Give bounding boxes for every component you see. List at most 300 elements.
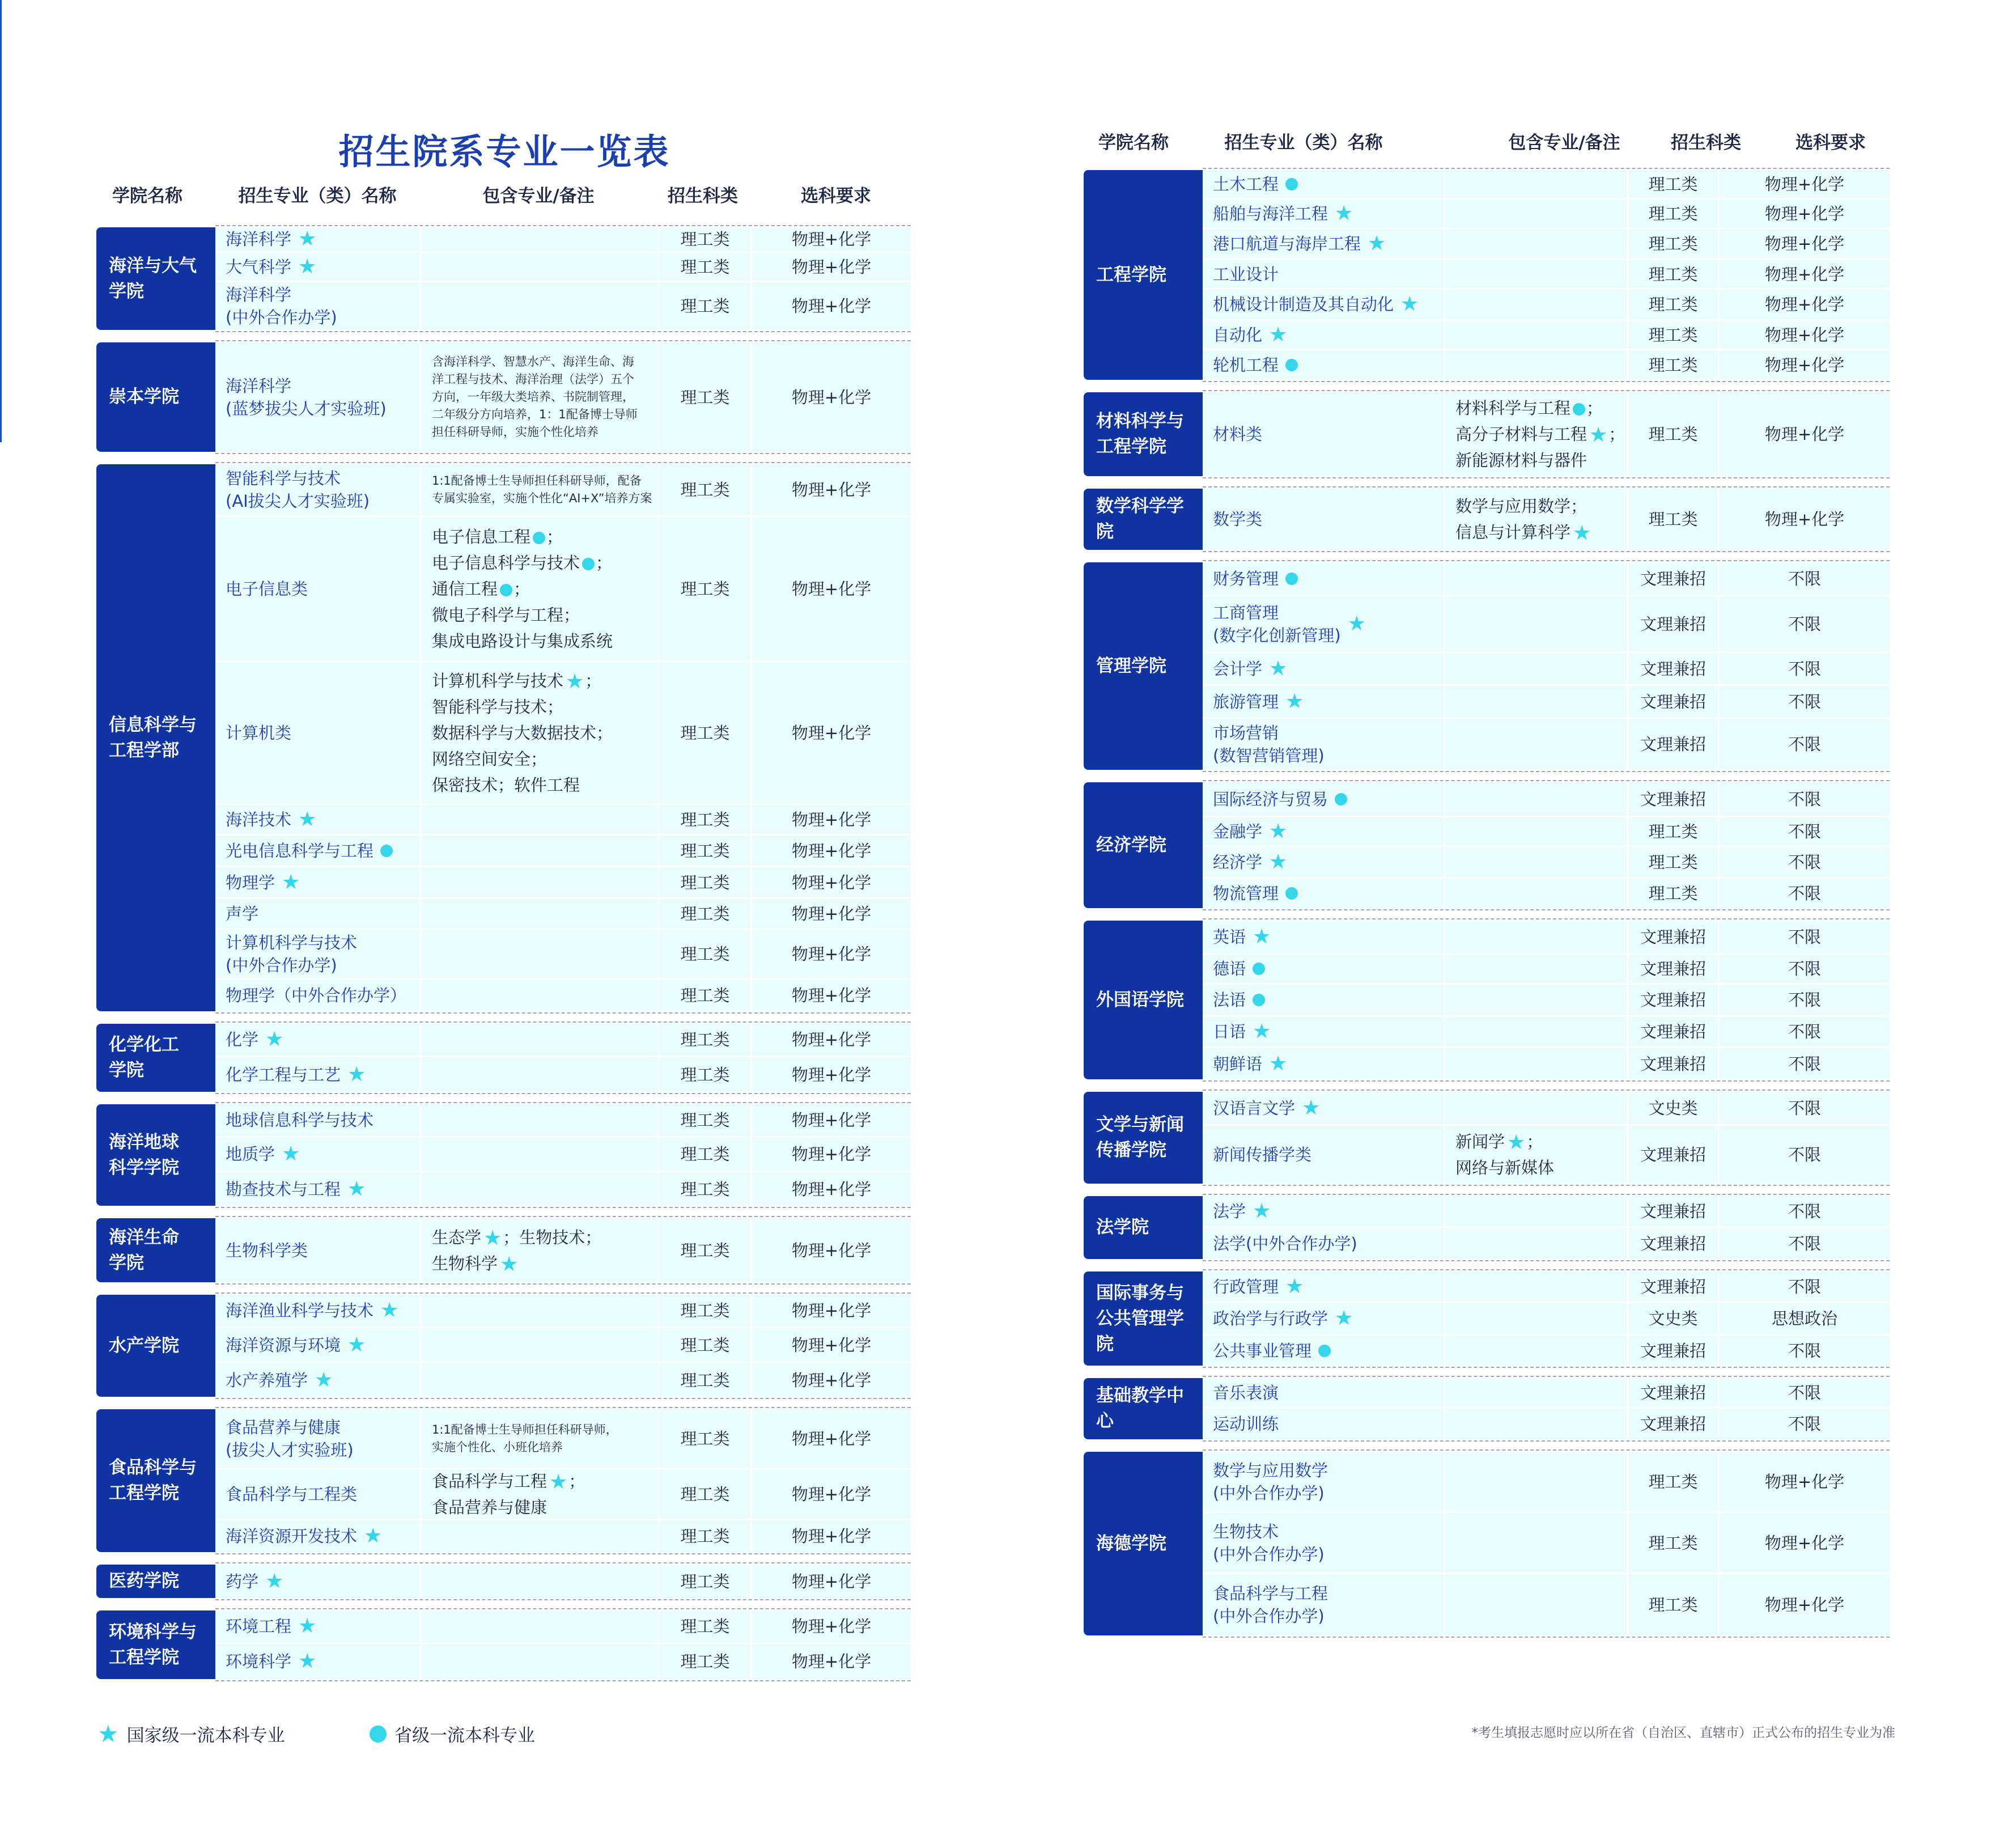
note-line	[1455, 421, 1625, 447]
subject-cell: 理工类	[660, 1520, 752, 1552]
table-row	[1203, 686, 1890, 719]
subject-cell: 理工类	[1628, 847, 1720, 877]
department-name: 工程学院	[1096, 264, 1166, 285]
note-cell	[422, 1610, 660, 1642]
department-group	[1084, 1452, 1890, 1635]
table-row	[1203, 1378, 1890, 1409]
major-name-cell	[1203, 1271, 1445, 1302]
table-row	[215, 1218, 911, 1282]
table-row	[1203, 392, 1890, 476]
table-row	[1203, 1513, 1890, 1574]
note-punct: ；	[1526, 1132, 1543, 1151]
major-name-cell	[1203, 782, 1445, 816]
note-cell	[1445, 170, 1628, 198]
department-name: 经济学院	[1096, 834, 1166, 855]
table-row	[215, 1409, 911, 1469]
requirement-cell: 物理+化学	[1764, 264, 1845, 284]
requirement-cell: 不限	[1788, 1022, 1821, 1041]
department-label	[96, 1409, 215, 1552]
note-cell	[1445, 562, 1628, 595]
dot-icon	[533, 532, 545, 544]
major-name-cell	[1203, 489, 1445, 550]
major-name: 政治学与行政学	[1213, 1309, 1328, 1328]
department-name: 管理学院	[1096, 655, 1166, 676]
major-name: 物理学	[226, 872, 275, 892]
department-name: 海洋生命 学院	[109, 1227, 179, 1273]
major-rows	[1203, 392, 1890, 476]
note-cell	[1445, 1336, 1628, 1366]
note-cell	[1445, 290, 1628, 319]
note-text: 网络空间安全；	[432, 749, 547, 769]
major-name-cell	[215, 1520, 422, 1552]
dot-icon	[1253, 994, 1265, 1006]
table-row	[215, 517, 911, 662]
note-lines	[1455, 493, 1592, 545]
note-cell	[1445, 1092, 1628, 1124]
major-rows	[1203, 1378, 1890, 1439]
table-row	[1203, 350, 1890, 380]
department-label	[1084, 170, 1203, 380]
major-name-cell	[1203, 229, 1445, 258]
major-name: 法语	[1213, 990, 1246, 1010]
dot-icon	[1253, 963, 1265, 975]
subject-cell: 文理兼招	[1628, 1017, 1720, 1046]
note-text: 信息与计算科学	[1455, 523, 1571, 542]
note-cell	[422, 1138, 660, 1171]
subject-cell: 理工类	[660, 282, 752, 330]
note-punct: ；	[546, 527, 563, 546]
major-name-cell	[215, 227, 422, 251]
requirement-cell: 物理+化学	[1764, 1472, 1845, 1491]
note-punct: ；	[1608, 425, 1625, 444]
requirement-cell: 物理+化学	[1764, 1595, 1845, 1614]
requirement-cell: 物理+化学	[791, 1240, 872, 1260]
table-row	[215, 980, 911, 1011]
note-punct: ；	[585, 671, 602, 690]
subject-cell: 理工类	[660, 805, 752, 834]
note-punct: ；	[596, 553, 613, 573]
star-icon: ★	[483, 1226, 502, 1250]
major-name-cell	[215, 1024, 422, 1056]
department-label	[1084, 1092, 1203, 1184]
major-name: 机械设计制造及其自动化	[1213, 295, 1394, 314]
star-icon: ★	[1269, 850, 1288, 874]
major-name: 食品营养与健康 (拔尖人才实验班)	[226, 1417, 354, 1460]
legend-provincial-label: 省级一流本科专业	[394, 1726, 535, 1746]
note-lines	[432, 1224, 601, 1277]
note-line	[432, 1224, 601, 1251]
table-row	[215, 464, 911, 517]
major-name-cell	[215, 1469, 422, 1519]
table-row	[215, 1172, 911, 1206]
major-name-cell	[215, 867, 422, 897]
subject-cell: 文理兼招	[1628, 921, 1720, 953]
requirement-cell: 物理+化学	[1764, 234, 1845, 253]
subject-cell: 文理兼招	[1628, 955, 1720, 983]
star-icon: ★	[347, 1333, 366, 1357]
note-cell	[1445, 260, 1628, 288]
major-name-cell	[1203, 392, 1445, 476]
table-row	[215, 1644, 911, 1679]
requirement-cell: 物理+化学	[791, 387, 872, 407]
star-icon: ★	[298, 807, 317, 831]
requirement-cell: 物理+化学	[791, 1484, 872, 1504]
star-icon: ★	[265, 1569, 284, 1593]
note-cell	[1445, 1452, 1628, 1511]
major-name-cell	[215, 930, 422, 978]
header-major: 招生专业（类）名称	[238, 186, 397, 206]
left-major-table	[96, 227, 911, 1692]
note-cell	[422, 1520, 660, 1552]
major-name: 电子信息类	[226, 579, 308, 599]
star-icon: ★	[265, 1028, 284, 1051]
table-row	[215, 1024, 911, 1057]
table-row	[1203, 1271, 1890, 1303]
major-name-cell	[1203, 955, 1445, 983]
note-text: 计算机科学与技术	[432, 671, 564, 690]
note-cell	[422, 1024, 660, 1056]
subject-cell: 理工类	[1628, 1574, 1720, 1635]
subject-cell: 理工类	[660, 1138, 752, 1171]
note-lines	[432, 1469, 585, 1519]
major-name: 音乐表演	[1213, 1383, 1279, 1402]
major-rows	[215, 1218, 911, 1282]
requirement-cell: 物理+化学	[791, 1429, 872, 1448]
star-icon: ★	[1269, 1052, 1288, 1075]
department-group	[1084, 392, 1890, 476]
major-name-cell	[215, 464, 422, 515]
department-group	[96, 342, 911, 452]
major-name: 国际经济与贸易	[1213, 789, 1328, 809]
subject-cell: 文理兼招	[1628, 562, 1720, 595]
department-label	[1084, 921, 1203, 1079]
star-icon: ★	[1253, 1199, 1271, 1223]
major-rows	[1203, 1092, 1890, 1184]
department-name: 海洋与大气 学院	[109, 255, 197, 302]
major-rows	[215, 1104, 911, 1206]
note-cell	[1445, 1196, 1628, 1226]
note-text: 高分子材料与工程	[1455, 425, 1587, 444]
major-name: 食品科学与工程 (中外合作办学)	[1213, 1584, 1328, 1626]
subject-cell: 文理兼招	[1628, 719, 1720, 770]
subject-cell: 理工类	[1628, 1513, 1720, 1573]
note-line	[1455, 1155, 1554, 1181]
note-text: 电子信息科学与技术	[432, 553, 580, 573]
department-label	[96, 464, 215, 1011]
note-text: 生物科学	[432, 1253, 498, 1273]
major-name-cell	[1203, 1452, 1445, 1511]
subject-cell: 理工类	[1628, 229, 1720, 258]
requirement-cell: 不限	[1788, 614, 1821, 634]
note-text: 含海洋科学、智慧水产、海洋生命、海 洋工程与技术、海洋治理（法学）五个 方向，一年级大类培养、书院制管理， 二年级分方向培养，1：1配备博士导师 担任科研导师，实施个性化培养	[432, 355, 638, 439]
table-row	[1203, 921, 1890, 955]
major-name: 生物科学类	[226, 1240, 308, 1260]
subject-cell: 理工类	[660, 253, 752, 281]
subject-cell: 理工类	[660, 1409, 752, 1468]
requirement-cell: 不限	[1788, 927, 1821, 947]
requirement-cell: 不限	[1788, 1098, 1821, 1118]
major-name-cell	[215, 1363, 422, 1397]
table-row	[1203, 1196, 1890, 1228]
major-name-cell	[1203, 1409, 1445, 1439]
major-name-cell	[1203, 1303, 1445, 1334]
subject-cell: 理工类	[660, 464, 752, 515]
note-text: 新能源材料与器件	[1455, 451, 1587, 470]
major-name: 公共事业管理	[1213, 1341, 1312, 1360]
table-row	[1203, 1574, 1890, 1635]
header-subject: 招生科类	[1671, 133, 1741, 153]
note-cell	[1445, 350, 1628, 380]
requirement-cell: 不限	[1788, 659, 1821, 679]
department-group	[96, 1409, 911, 1552]
major-name: 法学	[1213, 1201, 1246, 1221]
table-row	[215, 1138, 911, 1172]
department-name: 食品科学与 工程学院	[109, 1457, 197, 1503]
note-line	[432, 628, 613, 654]
note-cell	[1445, 1228, 1628, 1259]
department-name: 崇本学院	[109, 387, 179, 407]
subject-cell: 理工类	[660, 1610, 752, 1642]
subject-cell: 理工类	[660, 1172, 752, 1206]
table-row	[1203, 985, 1890, 1017]
subject-cell: 理工类	[660, 899, 752, 928]
requirement-cell: 不限	[1788, 1201, 1821, 1221]
table-row	[1203, 1126, 1890, 1184]
subject-cell: 理工类	[660, 867, 752, 897]
major-name: 生物技术 (中外合作办学)	[1213, 1521, 1325, 1564]
major-name-cell	[215, 342, 422, 452]
legend-national-label: 国家级一流本科专业	[126, 1726, 285, 1746]
header-requirement: 选科要求	[801, 186, 871, 206]
major-name-cell	[215, 253, 422, 281]
department-group	[1084, 170, 1890, 380]
major-name-cell	[215, 1295, 422, 1326]
department-label	[1084, 489, 1203, 550]
header-note: 包含专业/备注	[1508, 133, 1620, 153]
note-cell	[422, 980, 660, 1011]
dot-icon	[1285, 178, 1298, 190]
requirement-cell: 物理+化学	[1764, 295, 1845, 314]
dot-icon	[500, 584, 512, 596]
requirement-cell: 不限	[1788, 884, 1821, 903]
footnote: *考生填报志愿时应以所在省（自治区、直辖市）正式公布的招生专业为准	[1471, 1726, 1895, 1740]
star-icon: ★	[1573, 522, 1591, 545]
star-icon: ★	[1269, 323, 1288, 346]
major-name: 化学	[226, 1030, 259, 1049]
star-icon: ★	[298, 1614, 317, 1638]
major-name-cell	[1203, 921, 1445, 953]
table-row	[1203, 955, 1890, 985]
star-icon: ★	[364, 1524, 383, 1548]
major-name: 海洋渔业科学与技术	[226, 1301, 374, 1320]
note-cell	[1445, 719, 1628, 770]
major-name-cell	[1203, 1092, 1445, 1124]
table-row	[1203, 170, 1890, 200]
table-row	[1203, 1228, 1890, 1259]
dot-icon	[1285, 359, 1298, 371]
major-name: 德语	[1213, 959, 1246, 978]
dot-icon	[1285, 887, 1298, 900]
subject-cell: 文理兼招	[1628, 686, 1720, 717]
major-name: 工商管理 (数字化创新管理)	[1213, 603, 1341, 645]
major-rows	[1203, 782, 1890, 908]
major-name: 海洋技术	[226, 809, 292, 829]
note-cell	[1445, 921, 1628, 953]
left-table-header	[96, 181, 912, 210]
subject-cell: 理工类	[660, 1328, 752, 1362]
department-group	[96, 1218, 911, 1282]
note-line	[432, 1251, 601, 1277]
star-icon: ★	[298, 255, 317, 278]
note-line	[432, 694, 613, 720]
requirement-cell: 物理+化学	[791, 230, 872, 249]
requirement-cell: 不限	[1788, 852, 1821, 872]
department-group	[96, 464, 911, 1011]
subject-cell: 文理兼招	[1628, 1336, 1720, 1366]
note-cell	[422, 1469, 660, 1519]
major-name-cell	[1203, 562, 1445, 595]
subject-cell: 理工类	[660, 1644, 752, 1679]
department-label	[1084, 1196, 1203, 1259]
major-name-cell	[215, 1172, 422, 1206]
requirement-cell: 物理+化学	[791, 809, 872, 829]
subject-cell: 理工类	[660, 662, 752, 803]
major-rows	[1203, 489, 1890, 550]
major-name-cell	[1203, 321, 1445, 349]
page-title: 招生院系专业一览表	[338, 131, 670, 172]
department-label	[1084, 562, 1203, 770]
dot-icon	[1318, 1345, 1331, 1357]
note-cell	[1445, 200, 1628, 227]
major-name-cell	[215, 282, 422, 330]
major-name: 声学	[226, 904, 259, 923]
major-name-cell	[1203, 1513, 1445, 1573]
note-line	[432, 1494, 585, 1519]
note-cell	[422, 253, 660, 281]
requirement-cell: 物理+化学	[791, 1030, 872, 1049]
major-rows	[215, 227, 911, 330]
note-text: 数据科学与大数据技术；	[432, 723, 613, 743]
major-name-cell	[215, 1565, 422, 1598]
note-cell	[1445, 782, 1628, 816]
requirement-cell: 物理+化学	[1764, 355, 1845, 375]
subject-cell: 文理兼招	[1628, 596, 1720, 651]
table-row	[1203, 321, 1890, 350]
major-name: 自动化	[1213, 325, 1263, 345]
requirement-cell: 不限	[1788, 789, 1821, 809]
requirement-cell: 不限	[1788, 1054, 1821, 1074]
subject-cell: 理工类	[1628, 1452, 1720, 1511]
star-icon: ★	[282, 1142, 300, 1165]
department-name: 海洋地球 科学学院	[109, 1131, 179, 1178]
department-group	[1084, 1271, 1890, 1366]
subject-cell: 文理兼招	[1628, 653, 1720, 684]
requirement-cell: 物理+化学	[791, 480, 872, 499]
table-row	[1203, 1409, 1890, 1439]
star-icon: ★	[1335, 1307, 1353, 1330]
note-punct: ；	[568, 1471, 585, 1491]
major-name: 地球信息科学与技术	[226, 1111, 374, 1130]
major-rows	[215, 1295, 911, 1397]
star-icon: ★	[1285, 1274, 1304, 1298]
department-group	[96, 1565, 911, 1598]
major-name-cell	[215, 1644, 422, 1679]
major-name-cell	[215, 1409, 422, 1468]
note-cell	[1445, 229, 1628, 258]
major-name: 光电信息科学与工程	[226, 841, 374, 861]
note-cell	[1445, 1378, 1628, 1407]
note-cell	[422, 1409, 660, 1468]
table-row	[215, 662, 911, 805]
subject-cell: 文理兼招	[1628, 1378, 1720, 1407]
legend-provincial	[370, 1721, 535, 1747]
department-name: 法学院	[1096, 1217, 1149, 1237]
note-cell	[422, 464, 660, 515]
note-line	[432, 746, 613, 772]
star-icon: ★	[315, 1368, 333, 1392]
note-text: 电子信息工程	[432, 527, 531, 546]
major-rows	[1203, 1196, 1890, 1259]
requirement-cell: 物理+化学	[791, 944, 872, 964]
subject-cell: 文理兼招	[1628, 1196, 1720, 1226]
requirement-cell: 物理+化学	[791, 1527, 872, 1546]
requirement-cell: 物理+化学	[791, 1065, 872, 1084]
note-cell	[1445, 1271, 1628, 1302]
note-line	[432, 524, 613, 550]
table-row	[1203, 260, 1890, 290]
major-name: 会计学	[1213, 659, 1263, 679]
department-label	[1084, 782, 1203, 908]
table-row	[215, 1565, 911, 1598]
note-line	[432, 550, 613, 576]
table-row	[215, 282, 911, 330]
table-row	[215, 227, 911, 253]
note-text: 食品营养与健康	[432, 1497, 547, 1517]
subject-cell: 理工类	[660, 930, 752, 978]
department-label	[96, 227, 215, 330]
department-name: 文学与新闻 传播学院	[1096, 1114, 1184, 1160]
major-name: 勘查技术与工程	[226, 1179, 341, 1199]
subject-cell: 理工类	[660, 1104, 752, 1136]
requirement-cell: 不限	[1788, 1145, 1821, 1164]
major-name: 地质学	[226, 1145, 275, 1164]
header-subject: 招生科类	[668, 186, 738, 206]
department-name: 国际事务与 公共管理学院	[1096, 1282, 1184, 1354]
major-name-cell	[215, 517, 422, 660]
subject-cell: 理工类	[1628, 290, 1720, 319]
major-name-cell	[1203, 1574, 1445, 1635]
requirement-cell: 物理+化学	[791, 1179, 872, 1199]
major-rows	[215, 1610, 911, 1679]
major-name: 运动训练	[1213, 1414, 1279, 1434]
department-label	[96, 1104, 215, 1206]
department-group	[1084, 489, 1890, 550]
note-line	[432, 772, 613, 798]
department-group	[96, 1024, 911, 1092]
note-cell	[1445, 653, 1628, 684]
major-name-cell	[1203, 1196, 1445, 1226]
subject-cell: 理工类	[660, 1218, 752, 1282]
table-row	[215, 805, 911, 836]
major-name: 食品科学与工程类	[226, 1484, 358, 1504]
note-text: 微电子科学与工程；	[432, 605, 580, 625]
subject-cell: 文理兼招	[1628, 1126, 1720, 1184]
table-row	[215, 867, 911, 899]
department-label	[96, 1218, 215, 1282]
subject-cell: 理工类	[1628, 260, 1720, 288]
table-row	[215, 1469, 911, 1520]
subject-cell: 理工类	[660, 1024, 752, 1056]
